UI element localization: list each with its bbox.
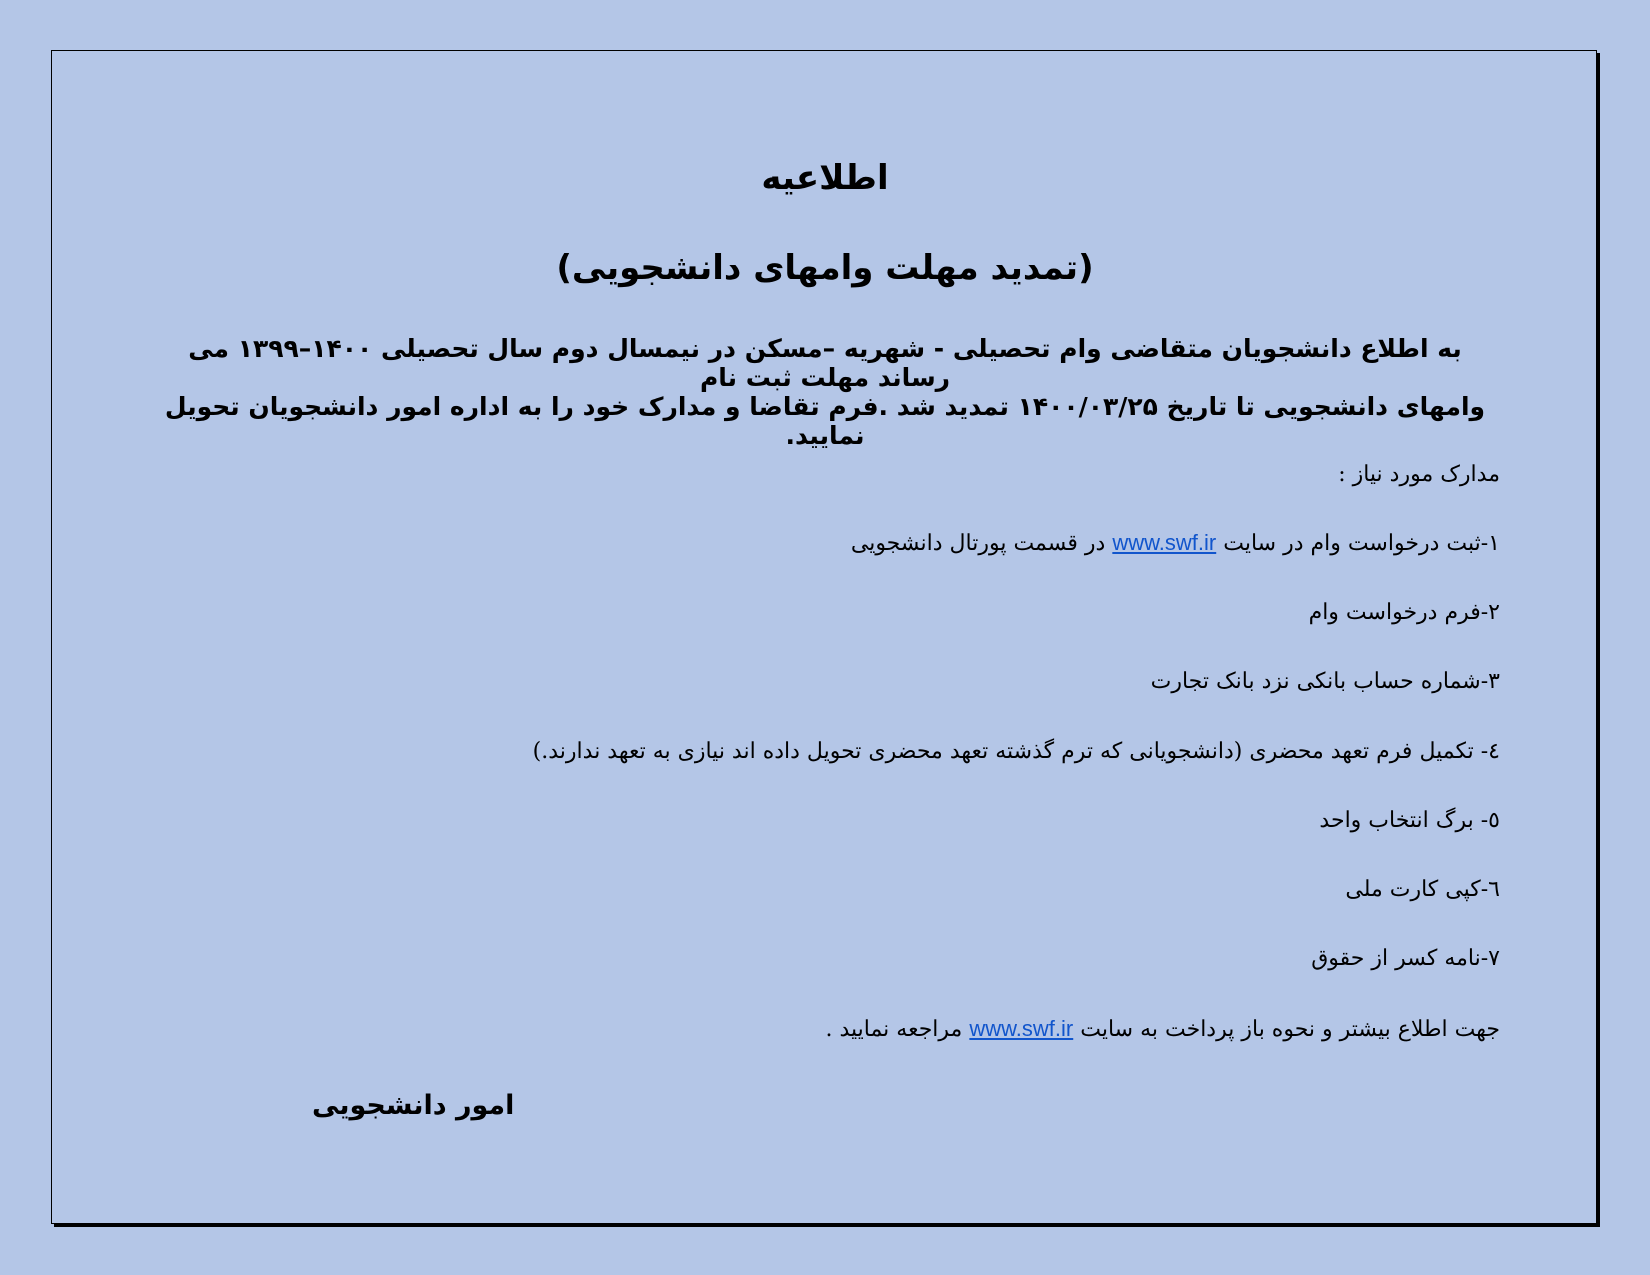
intro-line-2: وامهای دانشجویی تا تاریخ ۱۴۰۰/۰۳/۲۵ تمدید شد .فرم تقاضا و مدارک خود را به اداره امور دانشجویان تحویل نمایید. bbox=[164, 392, 1486, 450]
doc-item-3: ۳-شماره حساب بانکی نزد بانک تجارت bbox=[1150, 669, 1500, 694]
swf-footer-link[interactable]: www.swf.ir bbox=[969, 1016, 1074, 1041]
notice-title: اطلاعیه bbox=[761, 158, 889, 198]
swf-link[interactable]: www.swf.ir bbox=[1112, 530, 1217, 555]
doc-item-2: ۲-فرم درخواست وام bbox=[1308, 600, 1500, 625]
doc-item-5: ٥- برگ انتخاب واحد bbox=[1319, 808, 1500, 833]
intro-line-1: به اطلاع دانشجویان متقاضی وام تحصیلی - شهریه –مسکن در نیمسال دوم سال تحصیلی ۱۴۰۰–۱۳۹۹ می رساند مهلت ثبت نام bbox=[188, 334, 1462, 392]
footer-note-text: جهت اطلاع بیشتر و نحوه باز پرداخت به سایت bbox=[1073, 1017, 1500, 1042]
doc-item-6: ٦-کپی کارت ملی bbox=[1345, 877, 1500, 902]
docs-heading: مدارک مورد نیاز : bbox=[1338, 462, 1500, 487]
doc-item-4: ٤- تکمیل فرم تعهد محضری (دانشجویانی که ترم گذشته تعهد محضری تحویل داده اند نیازی به تعهد ندارند.) bbox=[532, 739, 1500, 764]
footer-note-suffix: مراجعه نمایید . bbox=[825, 1017, 970, 1042]
doc-item-7: ۷-نامه کسر از حقوق bbox=[1311, 946, 1500, 971]
doc-item-1 bbox=[851, 530, 1500, 556]
doc-item-1-suffix: در قسمت پورتال دانشجویی bbox=[850, 531, 1113, 556]
notice-subtitle: (تمدید مهلت وامهای دانشجویی) bbox=[556, 248, 1094, 288]
doc-item-1-text: ۱-ثبت درخواست وام در سایت bbox=[1216, 531, 1500, 556]
signature: امور دانشجویی bbox=[312, 1090, 515, 1121]
document-frame bbox=[51, 50, 1597, 1224]
footer-note bbox=[825, 1016, 1500, 1042]
